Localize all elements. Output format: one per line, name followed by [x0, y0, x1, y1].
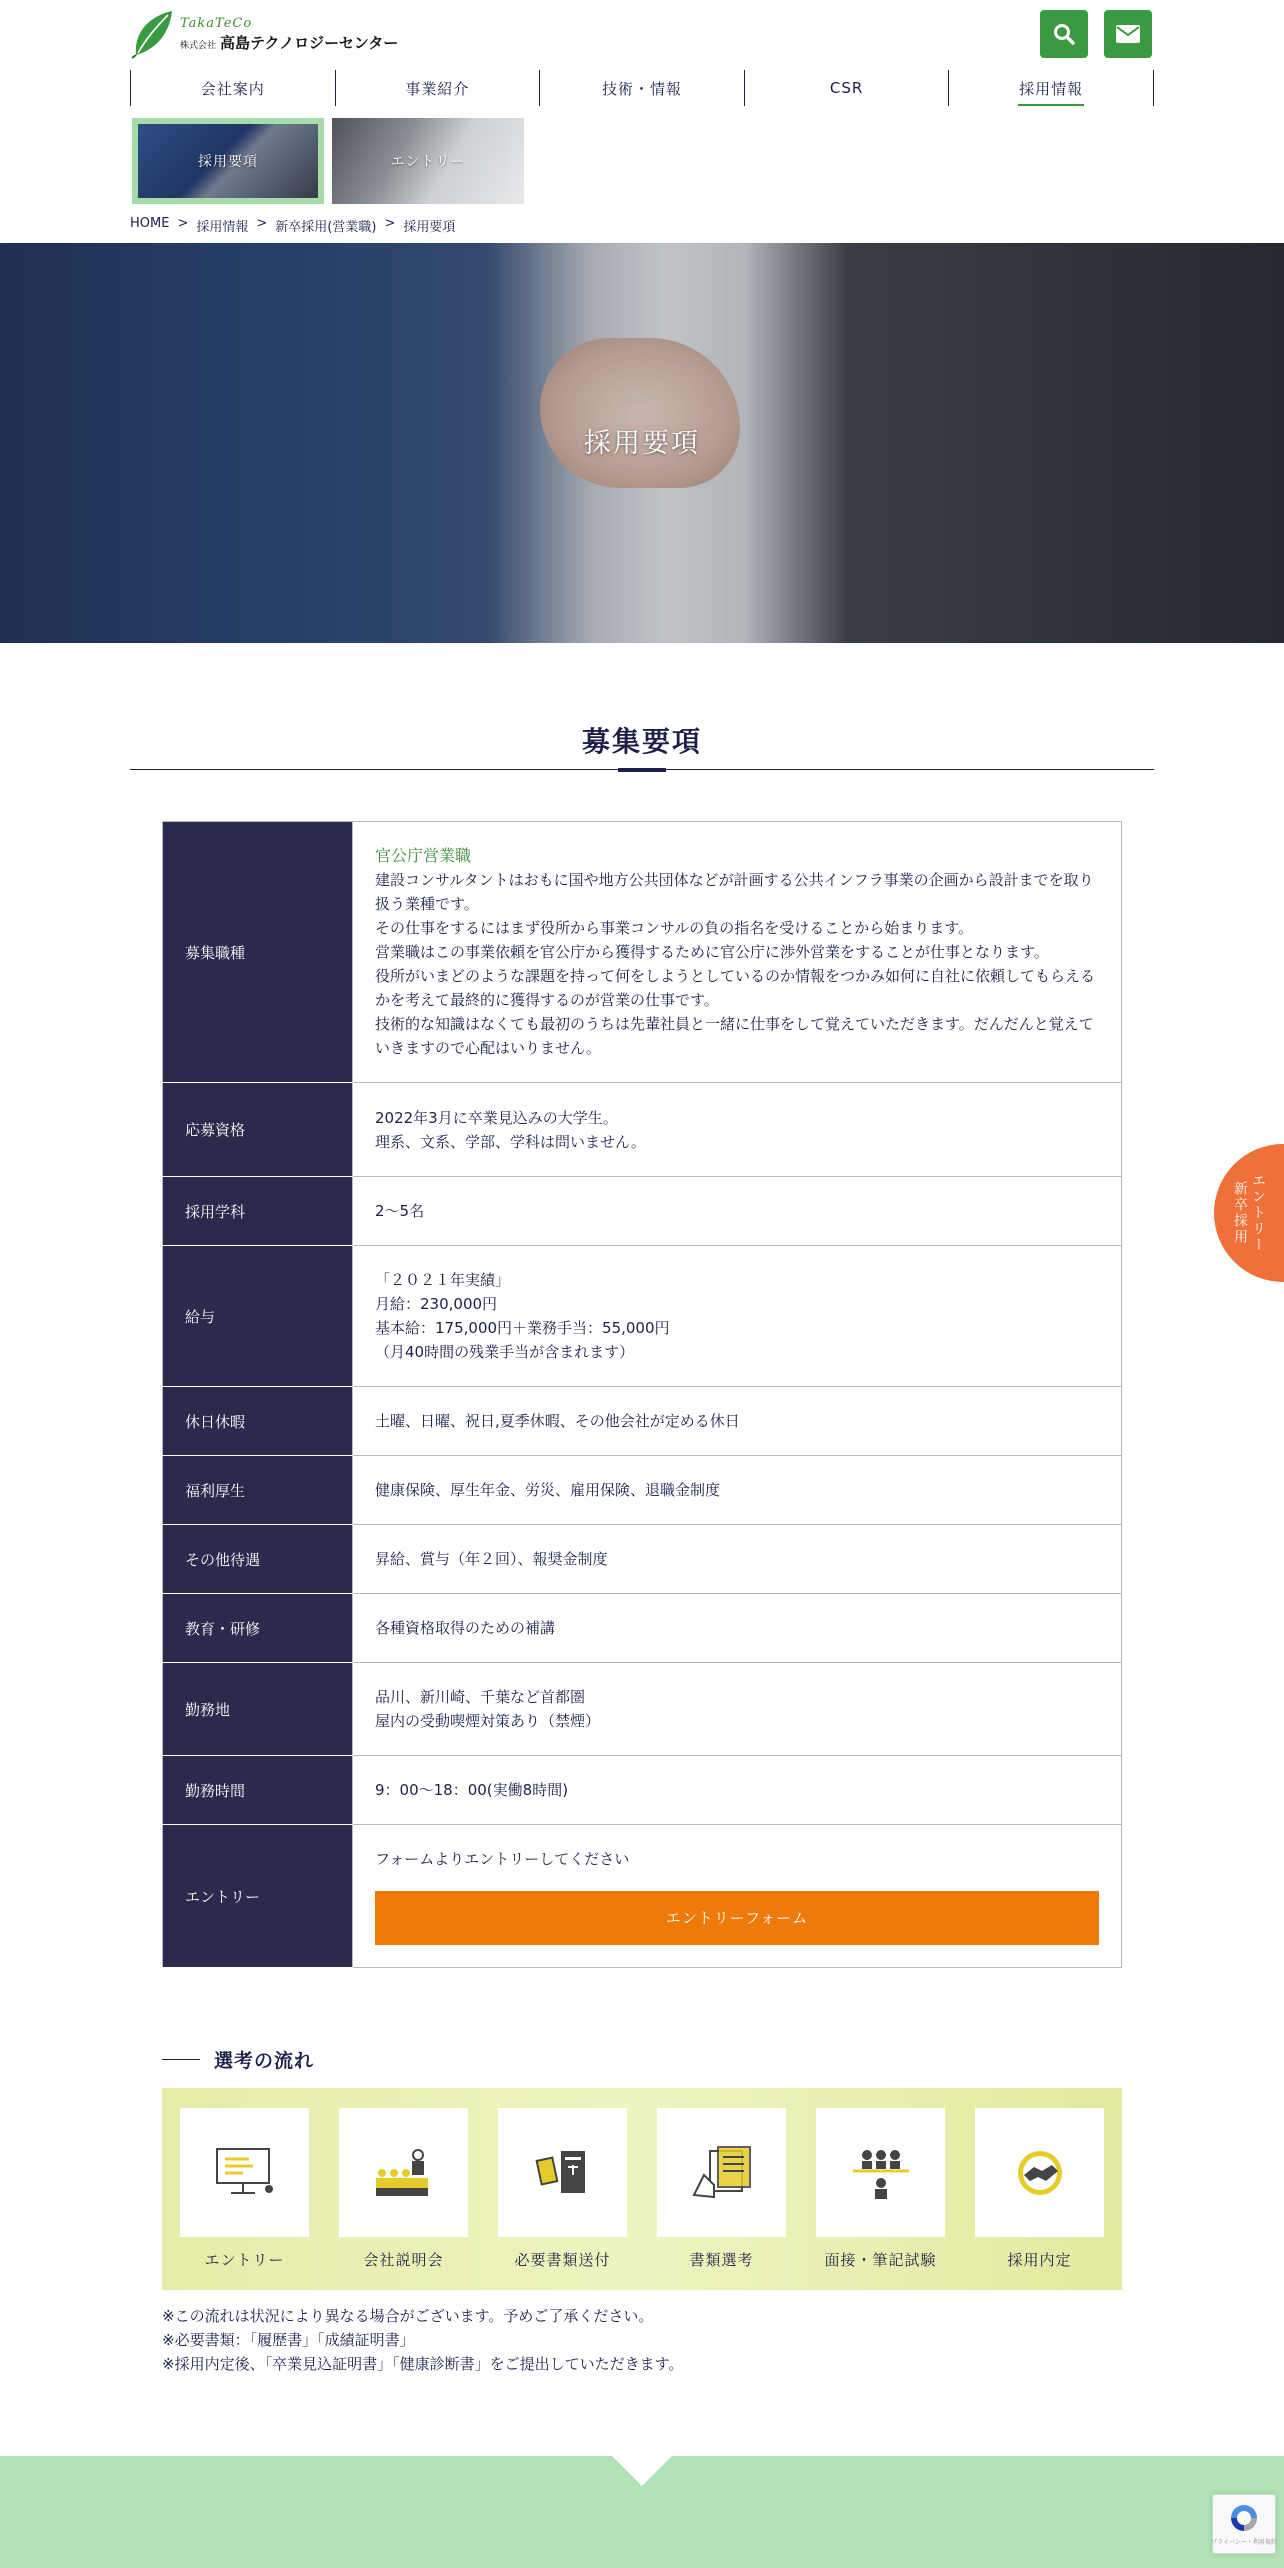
breadcrumb-separator: > — [384, 216, 396, 231]
entry-form-button[interactable]: エントリーフォーム — [375, 1891, 1099, 1945]
step-label: 採用内定 — [1007, 2251, 1072, 2269]
job-title: 官公庁営業職 — [375, 846, 472, 865]
section-title-underline — [618, 768, 666, 772]
step-card — [816, 2108, 945, 2237]
step-card — [339, 2108, 468, 2237]
row-label: その他待遇 — [163, 1525, 353, 1594]
nav-item-technology[interactable]: 技術・情報 — [540, 70, 745, 106]
table-row — [163, 1177, 1122, 1246]
logo-prefix: 株式会社 — [180, 40, 217, 51]
logo-text — [180, 16, 398, 53]
company-logo[interactable] — [130, 8, 430, 60]
row-text: 土曜、日曜、祝日,夏季休暇、その他会社が定める休日 — [375, 1412, 740, 1430]
recaptcha-text: プライバシー・利用規約 — [1211, 2539, 1277, 2546]
row-value — [353, 1387, 1122, 1456]
logo-brand: TakaTeCo — [180, 15, 253, 31]
step-label: エントリー — [204, 2251, 285, 2269]
breadcrumb — [130, 216, 455, 235]
flow-step — [339, 2108, 468, 2290]
row-value — [353, 1825, 1122, 1968]
flow-step — [498, 2108, 627, 2290]
flow-heading-line — [162, 2059, 200, 2060]
section-title: 募集要項 — [581, 725, 702, 758]
breadcrumb-separator: > — [177, 216, 189, 231]
row-text: その仕事をするにはまず役所から事業コンサルの負の指名を受けることから始まります。 — [375, 919, 974, 937]
step-card — [657, 2108, 786, 2237]
flow-heading — [162, 2046, 314, 2073]
step-card — [180, 2108, 309, 2237]
row-text: 基本給：175,000円＋業務手当：55,000円 — [375, 1319, 670, 1337]
presentation-icon — [372, 2145, 436, 2201]
recruit-subnav — [132, 118, 524, 204]
row-text: 営業職はこの事業依頼を官公庁から獲得するために官公庁に渉外営業をすることが仕事となります。 — [375, 943, 1049, 961]
subnav-requirements[interactable] — [132, 118, 324, 204]
recaptcha-badge[interactable] — [1212, 2494, 1276, 2554]
row-label: 休日休暇 — [163, 1387, 353, 1456]
mailbox-icon — [531, 2145, 595, 2201]
row-value — [353, 1663, 1122, 1756]
note-line: ※この流れは状況により異なる場合がございます。予めご了承ください。 — [162, 2307, 654, 2325]
nav-item-business[interactable]: 事業紹介 — [336, 70, 541, 106]
leaf-logo-icon — [130, 9, 176, 59]
search-button[interactable] — [1040, 10, 1088, 58]
subnav-entry-label: エントリー — [390, 154, 466, 170]
flow-title: 選考の流れ — [214, 2050, 315, 2072]
row-label: 応募資格 — [163, 1083, 353, 1177]
row-text: 2022年3月に卒業見込みの大学生。 — [375, 1108, 618, 1127]
step-label: 書類選考 — [689, 2251, 754, 2269]
table-row — [163, 1594, 1122, 1663]
flow-notes — [162, 2304, 683, 2376]
row-label: 募集職種 — [163, 822, 353, 1083]
step-card — [975, 2108, 1104, 2237]
documents-icon — [690, 2145, 754, 2201]
selection-flow — [162, 2088, 1122, 2290]
nav-item-csr[interactable]: CSR — [745, 70, 950, 106]
row-text: 月給：230,000円 — [375, 1295, 498, 1313]
row-label: 勤務時間 — [163, 1756, 353, 1825]
table-row — [163, 1246, 1122, 1387]
requirements-table — [162, 821, 1122, 1968]
handshake-icon — [1008, 2145, 1072, 2201]
row-text: 9：00〜18：00(実働8時間) — [375, 1781, 569, 1799]
row-value — [353, 1083, 1122, 1177]
step-label: 会社説明会 — [363, 2251, 444, 2269]
site-header — [0, 0, 1284, 68]
global-nav — [130, 70, 1154, 106]
row-label: エントリー — [163, 1825, 353, 1968]
logo-company-name: 高島テクノロジーセンター — [220, 33, 399, 52]
side-tab-label-2: エントリー — [1250, 1173, 1266, 1253]
table-row — [163, 1083, 1122, 1177]
breadcrumb-separator: > — [256, 216, 268, 231]
contact-mail-button[interactable] — [1104, 10, 1152, 58]
table-row — [163, 1663, 1122, 1756]
flow-step — [180, 2108, 309, 2290]
step-card — [498, 2108, 627, 2237]
row-text: 各種資格取得のための補講 — [375, 1619, 556, 1637]
row-text: 「２０２１年実績」 — [375, 1271, 511, 1289]
side-tab-label-1: 新卒採用 — [1232, 1181, 1248, 1245]
row-value — [353, 822, 1122, 1083]
breadcrumb-newgrad[interactable]: 新卒採用(営業職) — [275, 220, 377, 235]
row-text: 昇給、賞与（年２回）、報奨金制度 — [375, 1550, 608, 1568]
row-label: 採用学科 — [163, 1177, 353, 1246]
row-text: 健康保険、厚生年金、労災、雇用保険、退職金制度 — [375, 1481, 721, 1499]
note-line: ※採用内定後、「卒業見込証明書」「健康診断書」をご提出していただきます。 — [162, 2355, 684, 2373]
subnav-entry[interactable] — [332, 118, 524, 204]
nav-item-recruit[interactable]: 採用情報 — [949, 70, 1154, 106]
section-heading — [130, 718, 1154, 770]
footer-notch — [612, 2456, 672, 2486]
row-text: 2〜5名 — [375, 1202, 425, 1220]
row-text: 屋内の受動喫煙対策あり（禁煙） — [375, 1712, 601, 1730]
table-row — [163, 1387, 1122, 1456]
monitor-icon — [213, 2145, 277, 2201]
flow-step — [816, 2108, 945, 2290]
interview-icon — [849, 2145, 913, 2201]
row-text: 役所がいまどのような課題を持って何をしようとしているのか情報をつかみ如何に自社に依頼してもらえるかを考えて最終的に獲得するのが営業の仕事です。 — [375, 967, 1096, 1009]
table-row — [163, 1525, 1122, 1594]
step-label: 必要書類送付 — [514, 2251, 611, 2269]
hero-banner — [0, 243, 1284, 643]
flow-step — [657, 2108, 786, 2290]
flow-step — [975, 2108, 1104, 2290]
hero-title: 採用要項 — [584, 428, 700, 459]
newgrad-entry-side-tab[interactable] — [1214, 1144, 1284, 1282]
row-value — [353, 1456, 1122, 1525]
recaptcha-icon — [1228, 2502, 1260, 2534]
row-text: 技術的な知識はなくても最初のうちは先輩社員と一緒に仕事をして覚えていただきます。だんだんと覚えていきますので心配はいりません。 — [375, 1015, 1094, 1057]
row-label: 給与 — [163, 1246, 353, 1387]
row-text: 理系、文系、学部、学科は問いません。 — [375, 1132, 646, 1151]
breadcrumb-current: 採用要項 — [403, 220, 456, 235]
row-text: 品川、新川崎、千葉など首都圏 — [375, 1688, 586, 1706]
row-label: 勤務地 — [163, 1663, 353, 1756]
mail-icon — [1116, 25, 1140, 43]
row-value — [353, 1594, 1122, 1663]
row-label: 教育・研修 — [163, 1594, 353, 1663]
search-icon — [1053, 23, 1075, 45]
table-row — [163, 1825, 1122, 1968]
step-label: 面接・筆記試験 — [824, 2251, 937, 2269]
row-label: 福利厚生 — [163, 1456, 353, 1525]
table-row — [163, 1456, 1122, 1525]
row-value — [353, 1246, 1122, 1387]
subnav-requirements-label: 採用要項 — [198, 154, 258, 170]
breadcrumb-recruit[interactable]: 採用情報 — [196, 220, 249, 235]
nav-item-company[interactable]: 会社案内 — [131, 70, 336, 106]
row-value — [353, 1525, 1122, 1594]
row-text: （月40時間の残業手当が含まれます） — [375, 1343, 635, 1361]
row-value — [353, 1756, 1122, 1825]
row-text: 建設コンサルタントはおもに国や地方公共団体などが計画する公共インフラ事業の企画から設計までを取り扱う業種です。 — [375, 871, 1094, 913]
note-line: ※必要書類：「履歴書」「成績証明書」 — [162, 2331, 415, 2349]
row-value — [353, 1177, 1122, 1246]
table-row — [163, 1756, 1122, 1825]
row-text: フォームよりエントリーしてください — [375, 1850, 630, 1868]
table-row — [163, 822, 1122, 1083]
breadcrumb-home[interactable]: HOME — [130, 216, 170, 231]
